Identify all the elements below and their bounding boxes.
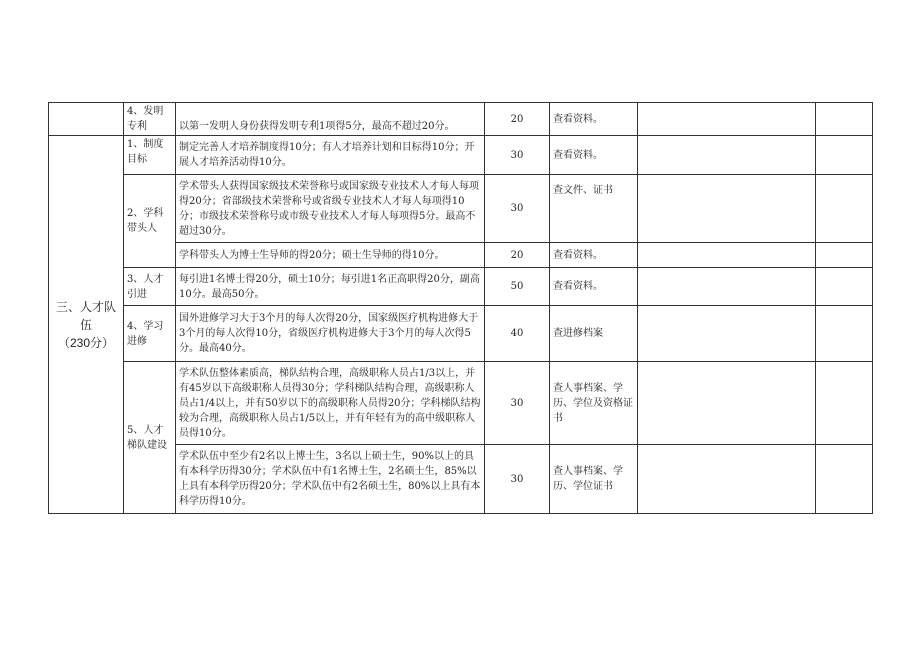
score-cell: 40 [485,306,550,362]
blank-cell [816,362,873,445]
category-cell [49,136,124,514]
table-row [49,175,873,243]
blank-cell [638,103,816,136]
evaluation-table [48,102,873,514]
category-label: 三、人才队伍 [55,299,116,332]
criteria-cell: 国外进修学习大于3个月的每人次得20分，国家级医疗机构进修大于3个月的每人次得10分，省级医疗机构进修大于3个月的每人次得5分。最高40分。 [176,306,485,362]
blank-cell [638,306,816,362]
score-cell: 30 [485,362,550,445]
blank-cell [816,175,873,243]
blank-cell [816,136,873,175]
method-cell: 查看资料。 [550,243,638,268]
item-cell: 4、发明专利 [124,103,176,136]
criteria-cell: 制定完善人才培养制度得10分；有人才培养计划和目标得10分；开展人才培养活动得10分。 [176,136,485,175]
method-cell: 查人事档案、学历、学位及资格证书 [550,362,638,445]
score-cell: 30 [485,445,550,514]
method-cell: 查看资料。 [550,136,638,175]
item-cell: 1、制度目标 [124,136,176,175]
method-cell: 查进修档案 [550,306,638,362]
blank-cell [638,136,816,175]
blank-cell [816,243,873,268]
category-cell-blank [49,103,124,136]
item-cell: 3、人才引进 [124,268,176,306]
criteria-cell: 以第一发明人身份获得发明专利1项得5分，最高不超过20分。 [176,103,485,136]
criteria-cell: 学术带头人获得国家级技术荣誉称号或国家级专业技术人才每人每项得20分；省部级技术荣誉称号或省级专业技术人才每人每项得10分；市级技术荣誉称号或市级专业技术人才每人每项得5分。最高不超过30分。 [176,175,485,243]
table-row [49,362,873,445]
category-points: （230分） [57,335,115,350]
blank-cell [638,243,816,268]
method-cell: 查文件、证书 [550,175,638,243]
criteria-cell: 学术队伍整体素质高，梯队结构合理，高级职称人员占1/3以上，并有45岁以下高级职称人员得30分；学科梯队结构合理，高级职称人员占1/4以上，并有50岁以下的高级职称人员得20分；学科梯队结构较为合理，高级职称人员占1/5以上，并有年轻有为的高中级职称人员得10分。 [176,362,485,445]
item-cell: 5、人才梯队建设 [124,362,176,514]
blank-cell [816,445,873,514]
score-cell: 20 [485,103,550,136]
method-cell: 查人事档案、学历、学位证书 [550,445,638,514]
table-row [49,136,873,175]
blank-cell [638,362,816,445]
blank-cell [638,445,816,514]
table-row [49,268,873,306]
blank-cell [816,268,873,306]
item-cell: 2、学科带头人 [124,175,176,268]
method-cell: 查看资料。 [550,268,638,306]
score-cell: 30 [485,175,550,243]
score-cell: 50 [485,268,550,306]
table-row [49,306,873,362]
table-row [49,103,873,136]
criteria-cell: 学科带头人为博士生导师的得20分；硕士生导师的得10分。 [176,243,485,268]
criteria-cell: 学术队伍中至少有2名以上博士生，3名以上硕士生，90%以上的具有本科学历得30分；学术队伍中有1名博士生，2名硕士生，85%以上具有本科学历得20分；学术队伍中有2名硕士生，80%以上具有本科学历得10分。 [176,445,485,514]
blank-cell [638,268,816,306]
blank-cell [816,306,873,362]
blank-cell [816,103,873,136]
blank-cell [638,175,816,243]
method-cell: 查看资料。 [550,103,638,136]
criteria-cell: 每引进1名博士得20分，硕士10分；每引进1名正高职得20分，副高10分。最高50分。 [176,268,485,306]
score-cell: 20 [485,243,550,268]
score-cell: 30 [485,136,550,175]
item-cell: 4、学习进修 [124,306,176,362]
